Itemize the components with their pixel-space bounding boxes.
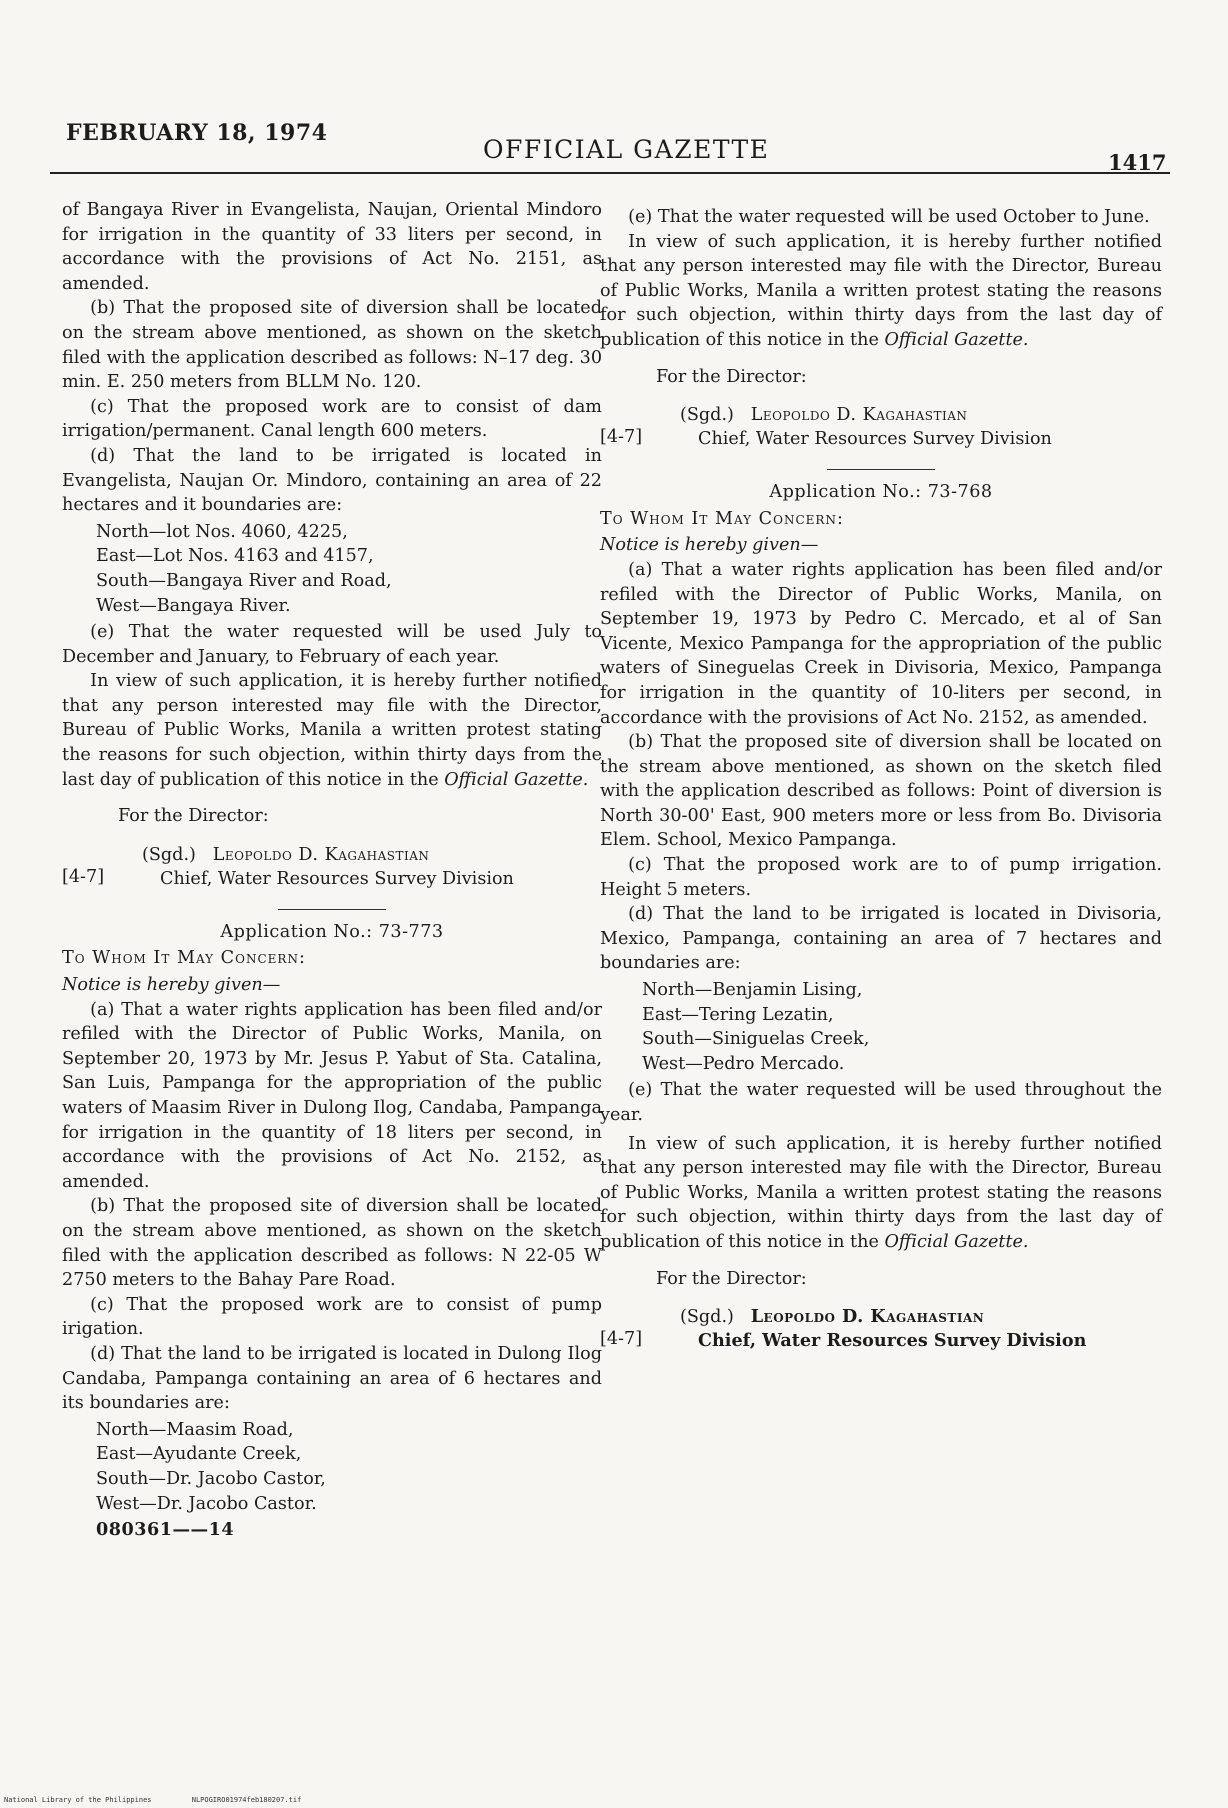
protest-text: In view of such application, it is hereby further notified that any person interested may file with the Director, Bureau of Public Works, Manila a written protest stating the reasons for such objection, within thirty days from the last day of publication of this notice in the: [600, 231, 1162, 350]
signature-block: [62, 843, 602, 895]
salutation: To Whom It May Concern:: [600, 508, 844, 529]
boundary-west: West—Bangaya River.: [96, 595, 291, 616]
section-divider: [278, 909, 386, 910]
signer-title: Chief, Water Resources Survey Division: [160, 868, 514, 889]
notice-heading: Notice is hereby given—: [62, 975, 281, 996]
sgd-mark: (Sgd.): [680, 405, 734, 426]
protest-notice: [600, 230, 1162, 353]
boundary-north: North—lot Nos. 4060, 4225,: [96, 521, 348, 542]
clause-d: (d) That the land to be irrigated is located in Divisoria, Mexico, Pampanga, containing an area of 7 hectares and boundaries are:: [600, 904, 1162, 974]
boundary-south: South—Siniguelas Creek,: [642, 1029, 870, 1050]
protest-text: In view of such application, it is hereby further notified that any person interested may file with the Director, Bureau of Public Works, Manila a written protest stating the reasons for such objection, within thirty days from the last day of publication of this notice in the: [600, 1133, 1162, 1252]
signer-title: Chief, Water Resources Survey Division: [698, 1330, 1087, 1352]
clause-e: (e) That the water requested will be used October to June.: [628, 207, 1150, 227]
boundary-north: North—Benjamin Lising,: [642, 980, 863, 1001]
for-director: For the Director:: [656, 1268, 807, 1289]
application-number: Application No.: 73-768: [769, 482, 993, 503]
boundary-west: West—Pedro Mercado.: [642, 1053, 845, 1074]
issue-tag: [4-7]: [600, 427, 643, 448]
clause-c: (c) That the proposed work are to consist of pump irigation.: [62, 1294, 602, 1340]
signature-block: [600, 1305, 1162, 1357]
clause-e: (e) That the water requested will be used throughout the year.: [600, 1080, 1162, 1125]
section-divider: [827, 469, 935, 470]
clause-d: (d) That the land to be irrigated is located in Evangelista, Naujan Or. Mindoro, containing an area of 22 hectares and it boundaries are:: [62, 445, 602, 516]
protest-notice: [600, 1132, 1162, 1255]
sgd-mark: (Sgd.): [142, 844, 196, 865]
right-column: [600, 205, 1162, 1357]
header-rule: [50, 172, 1170, 174]
scan-filename: NLPOGIRO01974feb180207.tif: [191, 1796, 302, 1804]
boundaries-list: [96, 1418, 602, 1516]
gazette-ref: Official Gazette.: [884, 329, 1029, 350]
clause-c: (c) That the proposed work are to consist of dam irrigation/permanent. Canal length 600 meters.: [62, 396, 602, 442]
signer-name: Leopoldo D. Kagahastian: [212, 844, 430, 865]
clause-a: (a) That a water rights application has been filed and/or refiled with the Director of Public Works, Manila, on September 19, 1973 by Pedro C. Mercado, et al of San Vicente, Mexico Pampanga for the appropriation of the public waters of Sineguelas Creek in Divisoria, Mexico, Pampanga for irrigation in the quantity of 10-liters per second, in accordance with the provisions of Act No. 2152, as amended.: [600, 559, 1162, 728]
signature-line: [680, 1305, 984, 1330]
application-number: Application No.: 73-773: [220, 921, 444, 942]
print-code: 080361——14: [96, 1519, 235, 1541]
notice-heading: Notice is hereby given—: [600, 535, 819, 556]
issue-tag: [4-7]: [62, 866, 105, 887]
signer-name: Leopoldo D. Kagahastian: [750, 405, 968, 426]
signature-line: [142, 843, 429, 868]
signature-line: [680, 403, 967, 428]
boundary-east: East—Lot Nos. 4163 and 4157,: [96, 546, 374, 567]
signature-block: [600, 403, 1162, 455]
intro-paragraph: of Bangaya River in Evangelista, Naujan, Oriental Mindoro for irrigation in the quantity of 33 liters per second, in accordance with the provisions of Act No. 2151, as amended.: [62, 200, 602, 294]
for-director: For the Director:: [118, 806, 269, 827]
boundaries-list: [96, 520, 602, 618]
issue-tag: [4-7]: [600, 1329, 643, 1350]
boundary-south: South—Bangaya River and Road,: [96, 570, 392, 591]
for-director: For the Director:: [656, 366, 807, 387]
scan-footer: [4, 1796, 337, 1804]
page-number: 1417: [1108, 150, 1167, 175]
library-credit: National Library of the Philippines: [4, 1796, 152, 1804]
gazette-ref: Official Gazette.: [444, 769, 589, 790]
boundary-north: North—Maasim Road,: [96, 1419, 294, 1440]
protest-notice: [62, 669, 602, 792]
publication-title: OFFICIAL GAZETTE: [483, 135, 770, 164]
signer-name: Leopoldo D. Kagahastian: [750, 1306, 985, 1328]
clause-b: (b) That the proposed site of diversion shall be located on the stream above mentioned, as shown on the sketch filed with the application described as follows: N–17 deg. 30 min. E. 250 meters from BLLM No. 120.: [62, 298, 603, 393]
boundary-west: West—Dr. Jacobo Castor.: [96, 1493, 317, 1514]
clause-b: (b) That the proposed site of diversion shall be located on the stream above mentioned, as shown on the sketch filed with the application described as follows: Point of diversion is North 30-00' East, 900 meters more or less from Bo. Divisoria Elem. School, Mexico Pampanga.: [600, 732, 1162, 851]
boundary-south: South—Dr. Jacobo Castor,: [96, 1468, 326, 1489]
salutation: To Whom It May Concern:: [62, 948, 306, 969]
boundary-east: East—Ayudante Creek,: [96, 1444, 302, 1465]
left-column: [62, 198, 602, 1543]
gazette-ref: Official Gazette.: [884, 1231, 1029, 1252]
sgd-mark: (Sgd.): [680, 1307, 734, 1328]
clause-b: (b) That the proposed site of diversion shall be located on the stream above mentioned, as shown on the sketch filed with the application described as follows: N 22-05 W 2750 meters to the Bahay Pare Road.: [62, 1196, 602, 1291]
clause-e: (e) That the water requested will be used July to December and January, to February of each year.: [62, 622, 602, 667]
clause-c: (c) That the proposed work are to of pump irrigation. Height 5 meters.: [600, 855, 1162, 900]
boundary-east: East—Tering Lezatin,: [642, 1004, 834, 1025]
protest-text: In view of such application, it is hereby further notified that any person interested may file with the Director, Bureau of Public Works, Manila a written protest stating the reasons for such objection, within thirty days from the last day of publication of this notice in the: [62, 671, 602, 790]
boundaries-list: [642, 978, 1162, 1076]
clause-d: (d) That the land to be irrigated is located in Dulong Ilog Candaba, Pampanga containing an area of 6 hectares and its boundaries are:: [62, 1343, 602, 1414]
clause-a: (a) That a water rights application has been filed and/or refiled with the Director of Public Works, Manila, on September 20, 1973 by Mr. Jesus P. Yabut of Sta. Catalina, San Luis, Pampanga for the appropriation of the public waters of Maasim River in Dulong Ilog, Candaba, Pampanga for irrigation in the quantity of 18 liters per second, in accordance with the provisions of Act No. 2152, as amended.: [62, 999, 602, 1192]
issue-date: FEBRUARY 18, 1974: [66, 120, 328, 146]
signer-title: Chief, Water Resources Survey Division: [698, 429, 1052, 450]
